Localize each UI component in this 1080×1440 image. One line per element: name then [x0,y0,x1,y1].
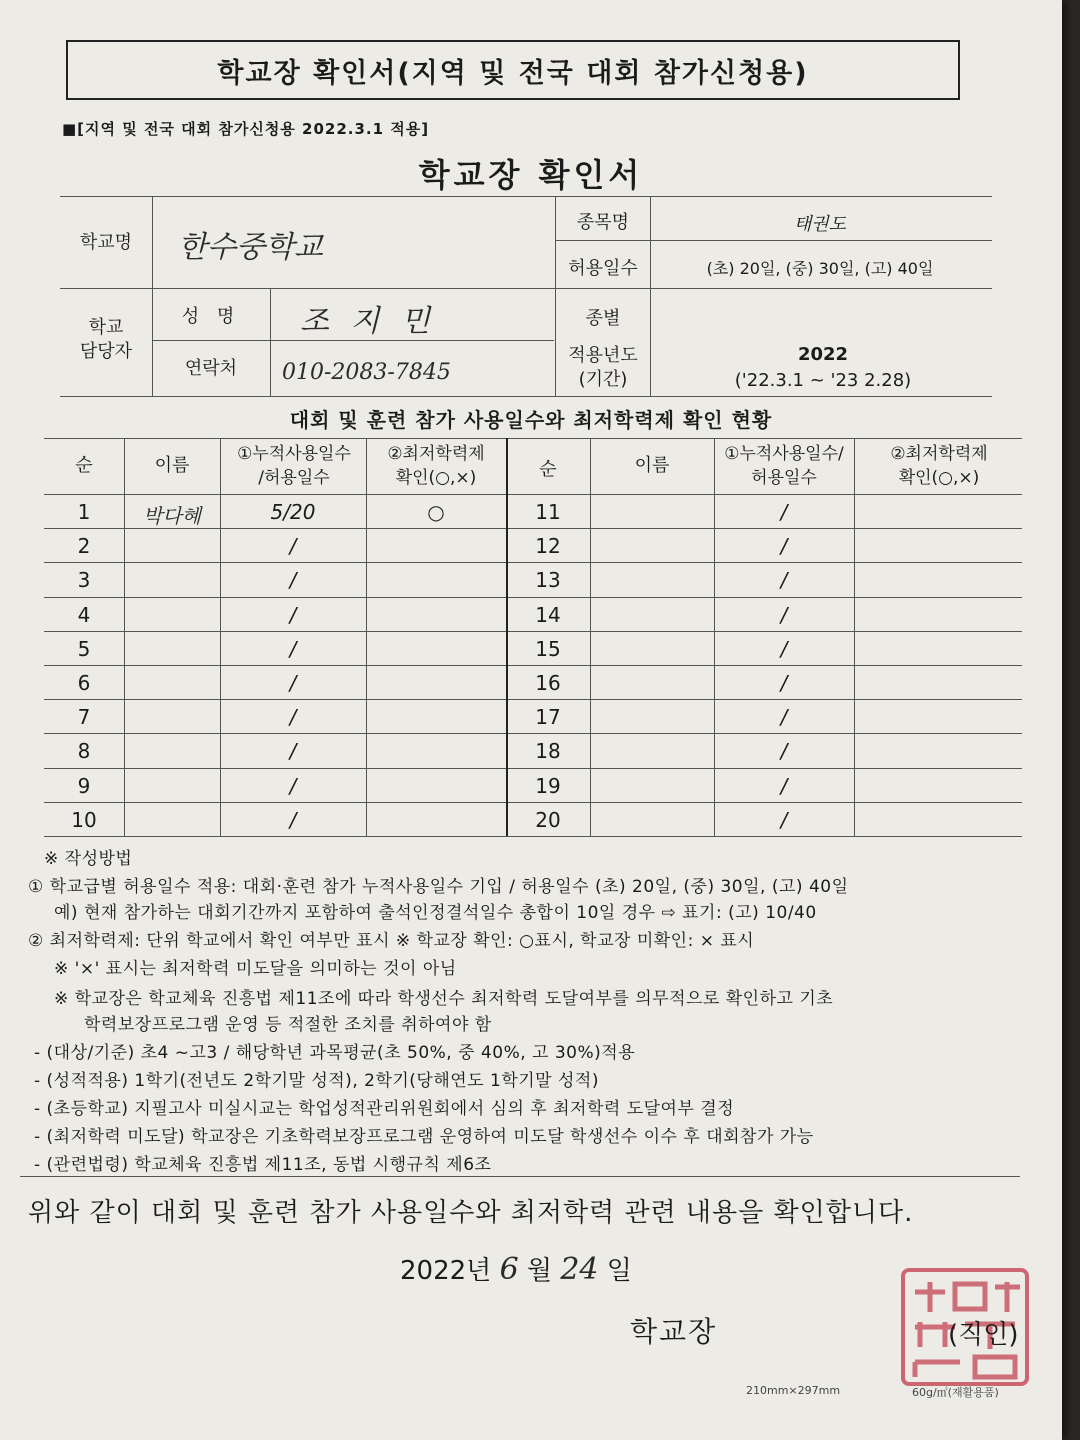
table-cell-days: / [289,671,297,695]
confirmation-statement: 위와 같이 대회 및 훈련 참가 사용일수와 최저학력 관련 내용을 확인합니다. [28,1198,914,1228]
document-title: 학교장 확인서 [418,156,644,194]
phone-value: 010-2083-7845 [282,360,451,385]
year-value: 2022 [797,344,849,365]
table-cell-no: 5 [77,637,91,661]
table-cell-no: 1 [77,500,91,524]
note-line: - (관련법령) 학교체육 진흥법 제11조, 동법 시행규칙 제6조 [34,1155,492,1175]
table-cell-no: 2 [77,534,91,558]
school-label: 학교명 [79,232,133,253]
table-cell-days: / [289,603,297,627]
document-subtitle: ■[지역 및 전국 대회 참가신청용 2022.3.1 적용] [62,120,430,138]
date-day: 24 [560,1252,599,1287]
notes-heading: ※ 작성방법 [44,849,133,869]
table-cell-no: 13 [535,568,561,592]
col-header-days-right: ①누적사용일수/ 허용일수 [724,444,844,488]
table-cell-days: 5/20 [270,500,316,524]
note-line: - (최저학력 미도달) 학교장은 기초학력보장프로그램 운영하여 미도달 학생선수 이수 후 대회참가 가능 [34,1127,814,1147]
note-line: - (대상/기준) 초4 ~고3 / 해당학년 과목평균(초 50%, 중 40%, 고 30%)적용 [34,1043,636,1063]
table-cell-days: / [289,705,297,729]
table-cell-days: / [780,739,788,763]
table-cell-days: / [780,808,788,832]
col-header-no-left: 순 [75,455,93,476]
date-month-unit: 월 [526,1256,553,1286]
col-header-no-right: 순 [539,459,557,480]
school-name-value: 한수중학교 [178,230,323,265]
note-line: ① 학교급별 허용일수 적용: 대회·훈련 참가 누적사용일수 기입 / 허용일수 (초) 20일, (중) 30일, (고) 40일 [28,877,849,897]
phone-label: 연락처 [184,358,238,379]
principal-label: 학교장 [630,1315,718,1348]
table-cell-no: 17 [535,705,561,729]
table-cell-days: / [289,534,297,558]
note-line: 예) 현재 참가하는 대회기간까지 포함하여 출석인정결석일수 총합이 10일 경우 ⇨ 표기: (고) 10/40 [54,903,817,923]
table-cell-days: / [289,774,297,798]
allowed-days-value: (초) 20일, (중) 30일, (고) 40일 [706,259,934,278]
allowed-days-label: 허용일수 [568,258,638,279]
col-header-name-right: 이름 [634,455,670,476]
table-cell-no: 15 [535,637,561,661]
table-cell-no: 4 [77,603,91,627]
table-cell-name: 박다혜 [143,504,201,528]
table-cell-no: 7 [77,705,91,729]
date-month: 6 [499,1252,519,1287]
table-cell-days: / [289,739,297,763]
table-cell-no: 3 [77,568,91,592]
table-cell-no: 11 [535,500,561,524]
table-cell-days: / [780,774,788,798]
note-line: ※ '×' 표시는 최저학력 미도달을 의미하는 것이 아님 [54,959,457,979]
col-header-check-right: ②최저학력제 확인(○,×) [890,444,988,488]
table-cell-days: / [780,705,788,729]
table-cell-days: / [780,603,788,627]
col-header-name-left: 이름 [154,455,190,476]
col-header-days-left: ①누적사용일수 /허용일수 [237,444,351,488]
table-cell-no: 12 [535,534,561,558]
section-title: 대회 및 훈련 참가 사용일수와 최저학력제 확인 현황 [289,408,773,432]
note-line: - (초등학교) 지필고사 미실시교는 학업성적관리위원회에서 심의 후 최저학력 도달여부 결정 [34,1099,735,1119]
table-cell-days: / [780,568,788,592]
contact-person-label: 학교 담당자 [79,317,133,362]
date-year: 2022년 [400,1256,492,1286]
table-cell-no: 18 [535,739,561,763]
table-cell-no: 20 [535,808,561,832]
sport-label: 종목명 [576,212,630,233]
table-cell-days: / [289,568,297,592]
year-label: 적용년도 (기간) [568,345,638,390]
period-value: ('22.3.1 ~ '23 2.28) [734,370,912,391]
table-cell-no: 9 [77,774,91,798]
table-cell-no: 19 [535,774,561,798]
table-cell-no: 8 [77,739,91,763]
note-line: - (성적적용) 1학기(전년도 2학기말 성적), 2학기(당해연도 1학기말 성적) [34,1071,599,1091]
table-cell-no: 14 [535,603,561,627]
name-label: 성 명 [181,306,241,327]
table-cell-days: / [780,534,788,558]
table-cell-no: 16 [535,671,561,695]
document-header-title: 학교장 확인서(지역 및 전국 대회 참가신청용) [66,40,960,100]
seal-label: (직인) [948,1320,1019,1350]
sport-value: 태권도 [793,214,847,235]
date-day-unit: 일 [606,1256,632,1286]
table-cell-no: 6 [77,671,91,695]
note-line: ※ 학교장은 학교체육 진흥법 제11조에 따라 학생선수 최저학력 도달여부를 의무적으로 확인하고 기초 [54,989,834,1009]
contact-name-value: 조 지 민 [300,304,437,339]
table-cell-days: / [780,671,788,695]
table-cell-days: / [780,500,788,524]
col-header-check-left: ②최저학력제 확인(○,×) [387,444,485,488]
note-line: 학력보장프로그램 운영 등 적절한 조치를 취하여야 함 [84,1015,492,1035]
paper-weight-note: 60g/㎡(재활용품) [912,1386,999,1399]
table-cell-days: / [289,637,297,661]
paper-size-note: 210mm×297mm [746,1384,841,1397]
category-label: 종별 [585,308,621,329]
table-cell-check: ○ [427,500,445,524]
signature-date [400,1250,632,1287]
table-cell-days: / [780,637,788,661]
table-cell-days: / [289,808,297,832]
note-line: ② 최저학력제: 단위 학교에서 확인 여부만 표시 ※ 학교장 확인: ○표시, 학교장 미확인: × 표시 [28,931,755,951]
table-cell-no: 10 [71,808,97,832]
